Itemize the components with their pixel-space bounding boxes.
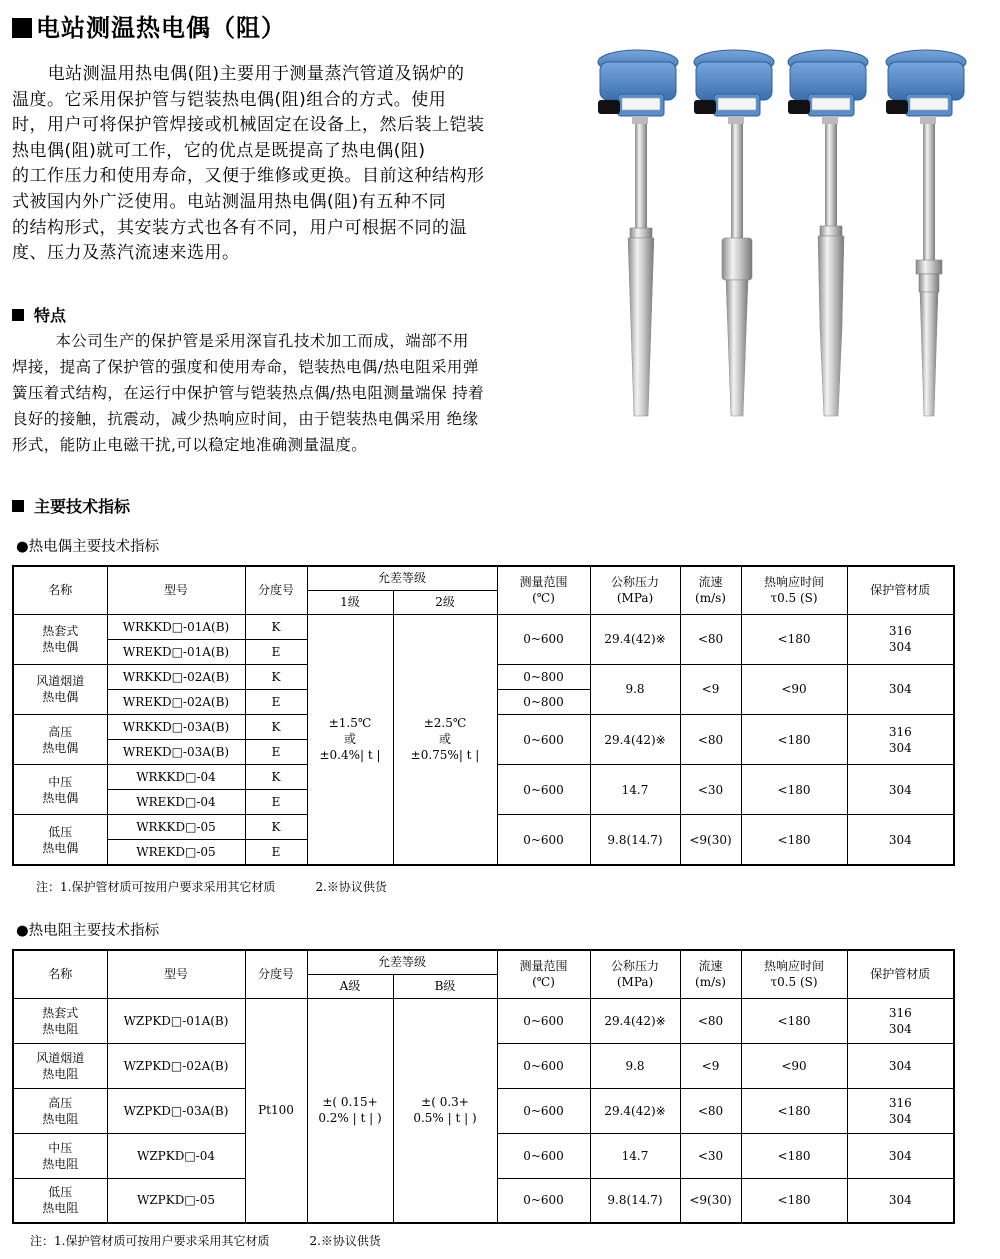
- row-graduation: K: [245, 664, 307, 689]
- row-flow: <80: [680, 1088, 741, 1133]
- row-material: 304: [847, 664, 954, 714]
- row-flow: <30: [680, 765, 741, 815]
- feature-line: 形式，能防止电磁干扰,可以稳定地准确测量温度。: [12, 436, 368, 454]
- features-heading: [12, 303, 66, 326]
- row-flow: <9(30): [680, 815, 741, 865]
- row-name: 风道烟道 热电偶: [13, 664, 107, 714]
- row-graduation: K: [245, 815, 307, 840]
- row-pressure: 29.4(42)※: [590, 998, 680, 1043]
- rtd-subtitle: ●热电阻主要技术指标: [16, 923, 160, 939]
- features-paragraph: [12, 328, 544, 458]
- row-name: 低压 热电阻: [13, 1178, 107, 1223]
- row-model: WREKD□-03A(B): [107, 740, 245, 765]
- intro-line: 温度。它采用保护管与铠装热电偶(阻)组合的方式。使用: [12, 89, 447, 110]
- row-model: WREKD□-02A(B): [107, 689, 245, 714]
- row-name: 风道烟道 热电阻: [13, 1043, 107, 1088]
- row-name: 低压 热电偶: [13, 815, 107, 865]
- tolerance-class2: ±2.5℃ 或 ±0.75%| t |: [393, 614, 497, 865]
- row-response: <180: [741, 714, 847, 764]
- row-model: WREKD□-04: [107, 790, 245, 815]
- row-range: 0~800: [497, 664, 590, 689]
- header-name: 名称: [13, 950, 107, 998]
- row-name: 热套式 热电偶: [13, 614, 107, 664]
- row-material: 316 304: [847, 998, 954, 1043]
- row-flow: <30: [680, 1133, 741, 1178]
- page-title: [12, 8, 286, 43]
- note-agreement: 2.※协议供货: [315, 880, 387, 894]
- header-graduation: 分度号: [245, 950, 307, 998]
- header-range: 测量范围 (℃): [497, 950, 590, 998]
- row-model: WZPKD□-04: [107, 1133, 245, 1178]
- row-graduation: K: [245, 765, 307, 790]
- row-name: 热套式 热电阻: [13, 998, 107, 1043]
- row-material: 304: [847, 1178, 954, 1223]
- header-class2: 2级: [393, 590, 497, 614]
- row-pressure: 29.4(42)※: [590, 614, 680, 664]
- feature-line: 焊接，提高了保护管的强度和使用寿命，铠装热电偶/热电阻采用弹: [12, 358, 479, 376]
- feature-line: 本公司生产的保护管是采用深盲孔技术加工而成，端部不用: [55, 332, 469, 350]
- heading-square-icon: [12, 500, 24, 512]
- header-pressure: 公称压力 (MPa): [590, 566, 680, 614]
- note-material: 注：1.保护管材质可按用户要求采用其它材质: [36, 880, 276, 894]
- row-response: <90: [741, 664, 847, 714]
- thermocouple-table: [12, 565, 955, 866]
- header-model: 型号: [107, 566, 245, 614]
- row-graduation: E: [245, 840, 307, 865]
- row-pressure: 14.7: [590, 1133, 680, 1178]
- intro-line: 电站测温用热电偶(阻)主要用于测量蒸汽管道及锅炉的: [47, 64, 465, 84]
- row-model: WREKD□-05: [107, 840, 245, 865]
- row-range: 0~600: [497, 614, 590, 664]
- thermocouple-note: [36, 878, 387, 895]
- row-response: <180: [741, 765, 847, 815]
- header-flow: 流速 (m/s): [680, 566, 741, 614]
- row-flow: <9(30): [680, 1178, 741, 1223]
- rtd-graduation: Pt100: [245, 998, 307, 1223]
- row-model: WRKKD□-03A(B): [107, 714, 245, 739]
- row-model: WREKD□-01A(B): [107, 639, 245, 664]
- row-response: <180: [741, 1088, 847, 1133]
- header-class1: 1级: [307, 590, 393, 614]
- sensor-3-illustration: [788, 50, 868, 416]
- header-material: 保护管材质: [847, 950, 954, 998]
- row-material: 316 304: [847, 1088, 954, 1133]
- thermocouple-subtitle: ●热电偶主要技术指标: [16, 539, 160, 555]
- feature-line: 良好的接触，抗震动，减少热响应时间，由于铠装热电偶采用 绝缘: [12, 410, 479, 428]
- row-pressure: 9.8: [590, 1043, 680, 1088]
- intro-paragraph: [12, 62, 544, 267]
- row-graduation: K: [245, 614, 307, 639]
- row-range: 0~600: [497, 1178, 590, 1223]
- row-material: 316 304: [847, 714, 954, 764]
- header-tolerance: 允差等级: [307, 566, 497, 590]
- row-graduation: E: [245, 790, 307, 815]
- row-range: 0~600: [497, 765, 590, 815]
- row-graduation: E: [245, 639, 307, 664]
- row-material: 304: [847, 815, 954, 865]
- note-material: 注：1.保护管材质可按用户要求采用其它材质: [30, 1234, 270, 1248]
- heading-square-icon: [12, 309, 24, 321]
- tolerance-classA: ±( 0.15+ 0.2% | t | ): [307, 998, 393, 1223]
- row-pressure: 14.7: [590, 765, 680, 815]
- row-graduation: E: [245, 689, 307, 714]
- header-response: 热响应时间 τ0.5 (S): [741, 950, 847, 998]
- rtd-note: [30, 1232, 381, 1249]
- intro-line: 时，用户可将保护管焊接或机械固定在设备上，然后装上铠装: [12, 115, 485, 136]
- intro-line: 的结构形式，其安装方式也各有不同，用户可根据不同的温: [12, 217, 467, 238]
- row-graduation: E: [245, 740, 307, 765]
- spec-heading-text: 主要技术指标: [34, 497, 131, 516]
- row-flow: <80: [680, 614, 741, 664]
- row-range: 0~800: [497, 689, 590, 714]
- spec-heading: [12, 494, 130, 517]
- intro-line: 热电偶(阻)就可工作，它的优点是既提高了热电偶(阻): [12, 140, 426, 161]
- header-flow: 流速 (m/s): [680, 950, 741, 998]
- features-heading-text: 特点: [34, 306, 67, 325]
- page-title-text: 电站测温热电偶（阻）: [36, 14, 286, 42]
- row-model: WRKKD□-04: [107, 765, 245, 790]
- row-material: 304: [847, 1133, 954, 1178]
- sensor-4-illustration: [886, 50, 966, 416]
- header-tolerance: 允差等级: [307, 950, 497, 974]
- row-flow: <80: [680, 998, 741, 1043]
- row-pressure: 9.8: [590, 664, 680, 714]
- row-range: 0~600: [497, 1088, 590, 1133]
- intro-line: 式被国内外广泛使用。电站测温用热电偶(阻)有五种不同: [12, 191, 447, 212]
- row-range: 0~600: [497, 714, 590, 764]
- header-graduation: 分度号: [245, 566, 307, 614]
- header-name: 名称: [13, 566, 107, 614]
- row-graduation: K: [245, 714, 307, 739]
- row-response: <180: [741, 998, 847, 1043]
- row-model: WZPKD□-01A(B): [107, 998, 245, 1043]
- header-model: 型号: [107, 950, 245, 998]
- header-classA: A级: [307, 974, 393, 998]
- row-material: 316 304: [847, 614, 954, 664]
- rtd-table: [12, 949, 955, 1224]
- row-response: <90: [741, 1043, 847, 1088]
- row-model: WZPKD□-05: [107, 1178, 245, 1223]
- sensor-1-illustration: [598, 50, 678, 416]
- sensor-2-illustration: [694, 50, 774, 416]
- tolerance-classB: ±( 0.3+ 0.5% | t | ): [393, 998, 497, 1223]
- row-response: <180: [741, 1178, 847, 1223]
- row-flow: <9: [680, 1043, 741, 1088]
- row-material: 304: [847, 1043, 954, 1088]
- intro-line: 的工作压力和使用寿命，又便于维修或更换。目前这种结构形: [12, 166, 485, 187]
- row-pressure: 29.4(42)※: [590, 1088, 680, 1133]
- row-pressure: 29.4(42)※: [590, 714, 680, 764]
- row-range: 0~600: [497, 1043, 590, 1088]
- product-photo: [590, 28, 990, 428]
- row-range: 0~600: [497, 998, 590, 1043]
- header-range: 测量范围 (℃): [497, 566, 590, 614]
- row-name: 高压 热电阻: [13, 1088, 107, 1133]
- header-material: 保护管材质: [847, 566, 954, 614]
- header-pressure: 公称压力 (MPa): [590, 950, 680, 998]
- row-name: 中压 热电阻: [13, 1133, 107, 1178]
- note-agreement: 2.※协议供货: [309, 1234, 381, 1248]
- table-row: [13, 998, 954, 1043]
- header-classB: B级: [393, 974, 497, 998]
- title-square-icon: [12, 18, 32, 38]
- row-material: 304: [847, 765, 954, 815]
- tolerance-class1: ±1.5℃ 或 ±0.4%| t |: [307, 614, 393, 865]
- row-model: WRKKD□-05: [107, 815, 245, 840]
- row-range: 0~600: [497, 815, 590, 865]
- row-name: 中压 热电偶: [13, 765, 107, 815]
- row-model: WZPKD□-02A(B): [107, 1043, 245, 1088]
- table-row: [13, 614, 954, 639]
- header-response: 热响应时间 τ0.5 (S): [741, 566, 847, 614]
- row-range: 0~600: [497, 1133, 590, 1178]
- row-name: 高压 热电偶: [13, 714, 107, 764]
- intro-line: 度、压力及蒸汽流速来选用。: [12, 243, 240, 264]
- row-pressure: 9.8(14.7): [590, 815, 680, 865]
- feature-line: 簧压着式结构，在运行中保护管与铠装热点偶/热电阻测量端保 持着: [12, 384, 485, 402]
- row-response: <180: [741, 815, 847, 865]
- row-flow: <9: [680, 664, 741, 714]
- row-pressure: 9.8(14.7): [590, 1178, 680, 1223]
- row-response: <180: [741, 1133, 847, 1178]
- row-response: <180: [741, 614, 847, 664]
- row-model: WZPKD□-03A(B): [107, 1088, 245, 1133]
- row-model: WRKKD□-01A(B): [107, 614, 245, 639]
- row-model: WRKKD□-02A(B): [107, 664, 245, 689]
- row-flow: <80: [680, 714, 741, 764]
